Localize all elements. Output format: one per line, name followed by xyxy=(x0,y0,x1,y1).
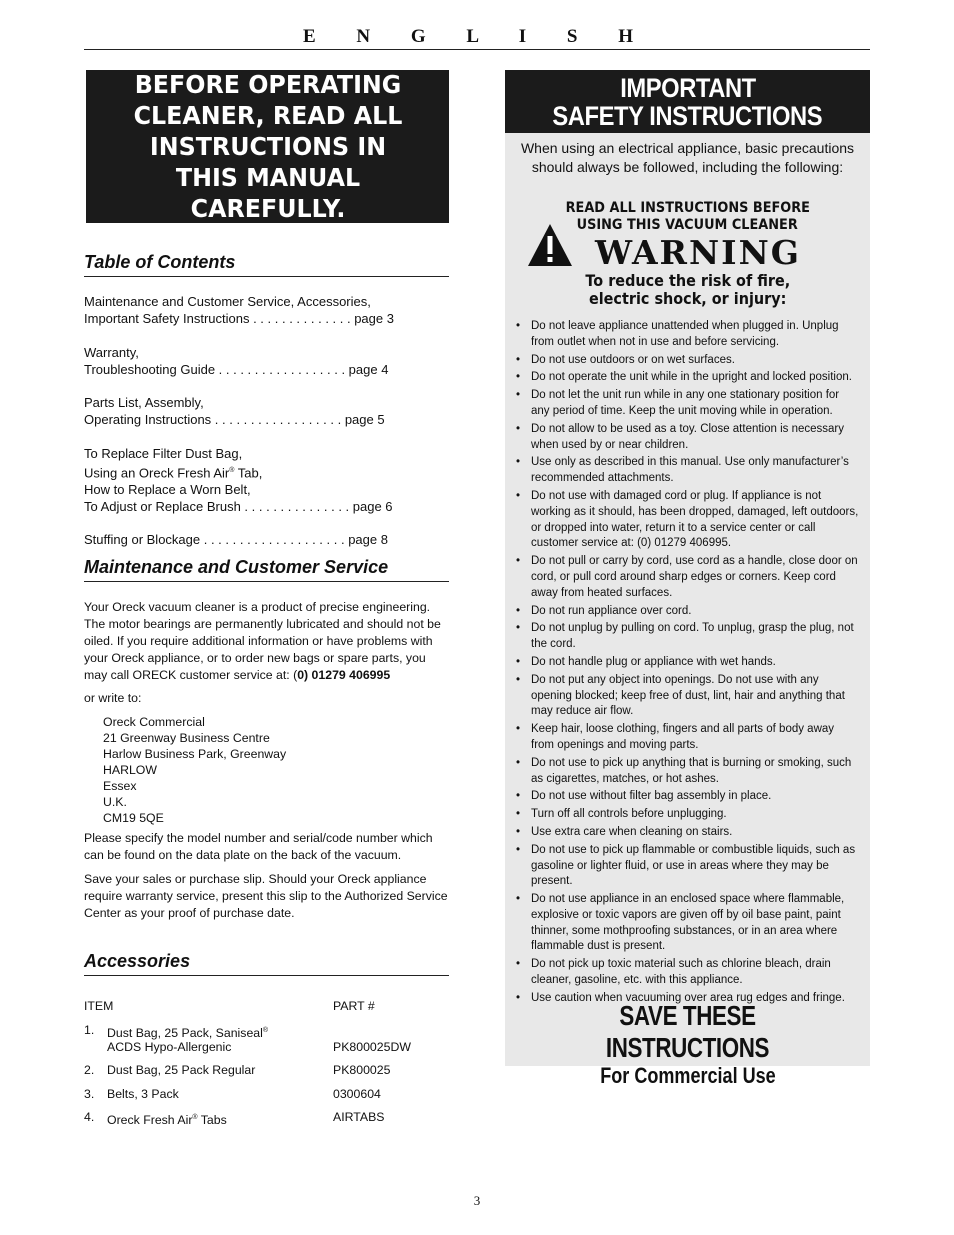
safety-bullet: • Do not allow to be used as a toy. Close attention is necessary when used by or near children. xyxy=(515,422,860,454)
part-column-header: PART # xyxy=(333,999,375,1013)
accessory-name-text: Oreck Fresh Air xyxy=(107,1113,193,1128)
address-line: U.K. xyxy=(103,795,127,809)
accessory-name: Belts, 3 Pack xyxy=(107,1087,179,1101)
toc-entry-line: Stuffing or Blockage . . . . . . . . . . . . . . . . . . . . page 8 xyxy=(84,532,388,547)
toc-entry-2 xyxy=(84,344,444,378)
address-line: CM19 5QE xyxy=(103,811,164,825)
safety-bullet: • Use caution when vacuuming over area rug edges and fringe. xyxy=(515,991,860,1007)
address-line: Oreck Commercial xyxy=(103,715,205,729)
safety-bullet-list xyxy=(515,319,860,1007)
accessory-part: PK800025DW xyxy=(333,1040,411,1054)
safety-intro: When using an electrical appliance, basic precautions should always be followed, including the following: xyxy=(520,140,855,175)
safety-bullet: • Do not handle plug or appliance with wet hands. xyxy=(515,655,860,671)
registered-mark: ® xyxy=(262,1027,269,1034)
safety-title-line2: SAFETY INSTRUCTIONS xyxy=(552,101,823,131)
safety-bullet: • Do not use to pick up flammable or combustible liquids, such as gasoline or lighter fluid, or use in areas where they may be present. xyxy=(515,843,860,890)
safety-title xyxy=(505,70,870,133)
accessories-heading: Accessories xyxy=(84,951,449,976)
accessory-part: AIRTABS xyxy=(333,1110,385,1124)
toc-entry-1 xyxy=(84,293,444,327)
warning-triangle-icon xyxy=(527,222,573,268)
address-line: Harlow Business Park, Greenway xyxy=(103,747,287,761)
safety-bullet: • Do not use without filter bag assembly in place. xyxy=(515,789,860,805)
safety-bullet: • Do not leave appliance unattended when plugged in. Unplug from outlet when not in use and before servicing. xyxy=(515,319,860,351)
toc-entry-text: Tab, xyxy=(234,465,263,481)
accessory-name: Dust Bag, 25 Pack Regular xyxy=(107,1063,256,1077)
accessory-number: 4. xyxy=(84,1110,95,1124)
or-write-to: or write to: xyxy=(84,691,142,705)
registered-mark: ® xyxy=(192,1114,198,1121)
safety-bullet: • Do not put any object into openings. Do not use with any opening blocked; keep free of dust, lint, hair and anything that may reduce air flow. xyxy=(515,673,860,720)
before-operating-notice xyxy=(86,70,449,223)
maintenance-paragraph xyxy=(84,599,449,684)
toc-entry-line: Troubleshooting Guide . . . . . . . . . . . . . . . . . . page 4 xyxy=(84,362,389,377)
language-header: E N G L I S H xyxy=(302,26,652,47)
safety-title-line1: IMPORTANT xyxy=(619,73,756,103)
safety-bullet: • Use extra care when cleaning on stairs. xyxy=(515,825,860,841)
read-all-line1: READ ALL INSTRUCTIONS BEFORE xyxy=(565,200,810,216)
toc-entry-line: To Adjust or Replace Brush . . . . . . . . . . . . . . . page 6 xyxy=(84,499,393,515)
address-line: Essex xyxy=(103,779,137,793)
model-number-paragraph: Please specify the model number and serial/code number which can be found on the data plate on the back of the vacuum. xyxy=(84,831,433,862)
accessory-name-text: Dust Bag, 25 Pack, Saniseal xyxy=(107,1026,263,1041)
toc-entry-3 xyxy=(84,394,444,428)
accessory-number: 3. xyxy=(84,1087,95,1101)
toc-entry-line: How to Replace a Worn Belt, xyxy=(84,482,251,498)
safety-bullet: • Do not use with damaged cord or plug. If appliance is not working as it should, has been dropped, damaged, left outdoors, or dropped into water, return it to a service center or call customer service at: (0) 01279 406995. xyxy=(515,489,860,552)
safety-bullet: • Do not operate the unit while in the upright and locked position. xyxy=(515,370,860,386)
item-column-header: ITEM xyxy=(84,999,114,1013)
safety-bullet: • Do not pick up toxic material such as chlorine bleach, drain cleaner, gasoline, etc. with this appliance. xyxy=(515,957,860,989)
address-line: HARLOW xyxy=(103,763,157,777)
mailing-address xyxy=(103,714,286,826)
accessory-number: 1. xyxy=(84,1023,95,1037)
accessory-part: PK800025 xyxy=(333,1063,391,1077)
safety-bullet: • Keep hair, loose clothing, fingers and all parts of body away from openings and moving parts. xyxy=(515,722,860,754)
customer-service-phone: 0) 01279 406995 xyxy=(297,668,391,682)
toc-entry-line: Operating Instructions . . . . . . . . . . . . . . . . . . page 5 xyxy=(84,412,385,427)
warning-subtitle-line1: To reduce the risk of fire, xyxy=(585,271,790,290)
warning-word: WARNING xyxy=(595,233,801,272)
safety-bullet: • Turn off all controls before unplugging. xyxy=(515,807,860,823)
toc-entry-line: To Replace Filter Dust Bag, xyxy=(84,446,243,461)
accessory-part: 0300604 xyxy=(333,1087,381,1101)
header-rule xyxy=(84,49,870,50)
toc-entry-4 xyxy=(84,445,444,515)
safety-bullet: • Do not let the unit run while in any one stationary position for any period of time. Keep the unit moving while in operation. xyxy=(515,388,860,420)
warning-subtitle-line2: electric shock, or injury: xyxy=(588,289,787,308)
read-all-line2: USING THIS VACUUM CLEANER xyxy=(576,217,799,233)
commercial-use-subtitle: For Commercial Use xyxy=(599,1063,776,1088)
safety-bullet: • Do not pull or carry by cord, use cord as a handle, close door on cord, or pull cord around sharp edges or corners. Keep cord away from heated surfaces. xyxy=(515,554,860,601)
toc-heading: Table of Contents xyxy=(84,252,449,277)
safety-bullet: • Do not use appliance in an enclosed space where flammable, explosive or toxic vapors are given off by oil base paint, paint thinner, some mothproofing substances, or in an area where flammable dust is present. xyxy=(515,892,860,955)
toc-entry-line: Parts List, Assembly, xyxy=(84,395,204,410)
toc-entry-line xyxy=(84,462,444,481)
maintenance-text: Your Oreck vacuum cleaner is a product of precise engineering. The motor bearings are permanently lubricated and should not be oiled. If you require additional information or have problems with your Oreck appliance, or to order new bags or spare parts, you may call ORECK customer service at: ( xyxy=(84,600,441,682)
safety-bullet: • Do not use to pick up anything that is burning or smoking, such as cigarettes, matches, or hot ashes. xyxy=(515,756,860,788)
safety-bullet: • Do not unplug by pulling on cord. To unplug, grasp the plug, not the cord. xyxy=(515,621,860,653)
registered-mark: ® xyxy=(229,467,235,474)
safety-bullet: • Use only as described in this manual. Use only manufacturer’s recommended attachments. xyxy=(515,455,860,487)
safety-bullet: • Do not run appliance over cord. xyxy=(515,604,860,620)
toc-entry-5 xyxy=(84,531,444,548)
toc-entry-text: Using an Oreck Fresh Air xyxy=(84,465,230,481)
toc-entry-line: Maintenance and Customer Service, Accessories, xyxy=(84,294,371,309)
accessory-name-text: Tabs xyxy=(197,1113,227,1128)
page-number: 3 xyxy=(473,1193,481,1208)
accessory-number: 2. xyxy=(84,1063,95,1077)
accessory-name-line2: ACDS Hypo-Allergenic xyxy=(107,1040,232,1054)
warning-subtitle xyxy=(520,272,855,308)
toc-entry-line: Warranty, xyxy=(84,345,139,360)
purchase-slip-paragraph: Save your sales or purchase slip. Should your Oreck appliance require warranty service, present this slip to the Authorized Service Center as your proof of purchase date. xyxy=(84,872,448,920)
maintenance-heading: Maintenance and Customer Service xyxy=(84,557,449,582)
toc-entry-line: Important Safety Instructions . . . . . . . . . . . . . . page 3 xyxy=(84,311,394,326)
save-instructions-title: SAVE THESE INSTRUCTIONS xyxy=(605,1000,770,1063)
safety-bullet: • Do not use outdoors or on wet surfaces. xyxy=(515,353,860,369)
save-instructions xyxy=(505,1000,870,1088)
address-line: 21 Greenway Business Centre xyxy=(103,731,270,745)
accessory-name xyxy=(107,1109,332,1129)
before-operating-text: BEFORE OPERATING CLEANER, READ ALL INSTRUCTIONS IN THIS MANUAL CAREFULLY. xyxy=(133,70,402,223)
